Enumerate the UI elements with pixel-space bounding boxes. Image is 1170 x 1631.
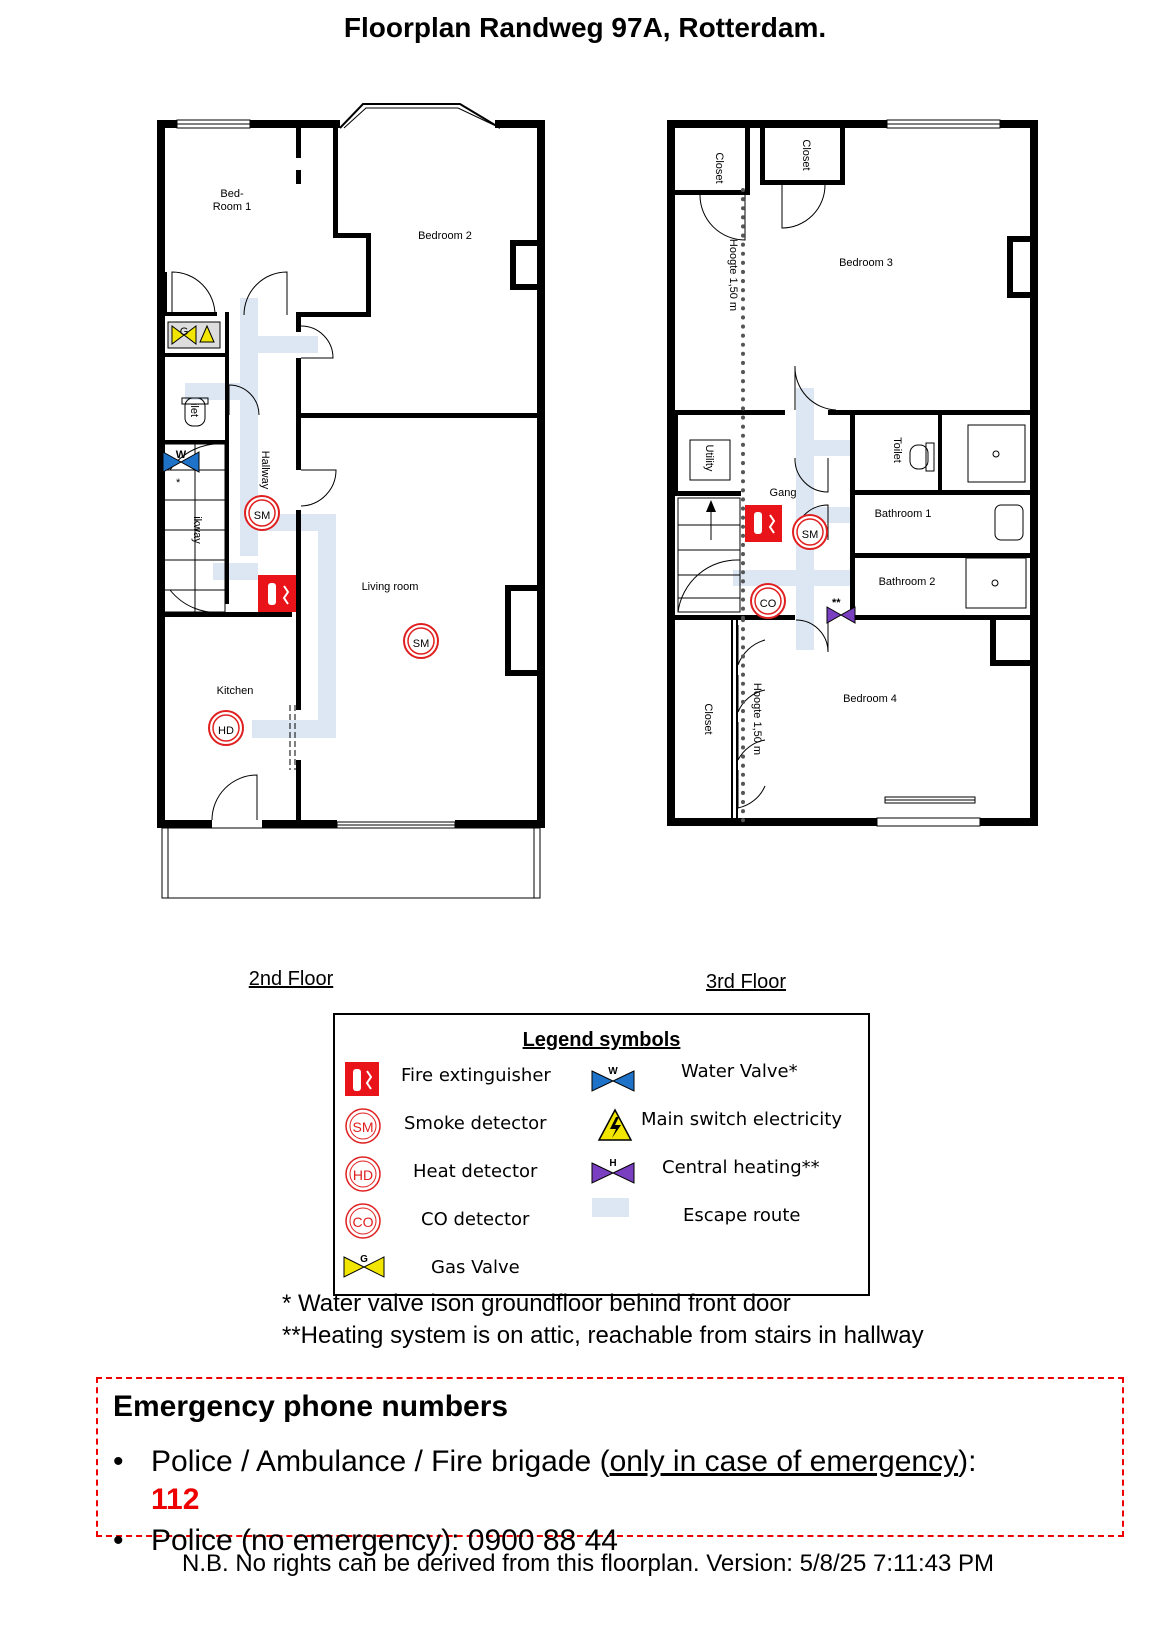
gas-valve-icon bbox=[342, 1251, 386, 1279]
central-heating-icon bbox=[827, 607, 841, 623]
legend-title: Legend symbols bbox=[522, 1029, 681, 1051]
room-closet-1: Closet bbox=[713, 152, 725, 184]
page-title: Floorplan Randweg 97A, Rotterdam. bbox=[343, 12, 827, 43]
room-bedroom2: Bedroom 2 bbox=[418, 230, 472, 242]
height-note-2: Hoogte 1,50 m bbox=[751, 682, 763, 756]
fire-extinguisher-icon bbox=[745, 505, 782, 542]
sm-label: SM bbox=[412, 638, 430, 650]
svg-text:CO: CO bbox=[352, 1214, 374, 1230]
room-bathroom2: Bathroom 2 bbox=[878, 576, 936, 588]
height-note-1: Hoogte 1,50 m bbox=[727, 238, 739, 312]
room-bedroom3: Bedroom 3 bbox=[839, 257, 893, 269]
legend-fire-extinguisher: Fire extinguisher bbox=[401, 1065, 551, 1086]
emergency-line-2: Police (no emergency): 0900 88 44 bbox=[151, 1524, 618, 1557]
caption-2nd-floor: 2nd Floor bbox=[248, 968, 334, 990]
room-gang: Gang bbox=[769, 487, 797, 499]
disclaimer: N.B. No rights can be derived from this floorplan. Version: 5/8/25 7:11:43 PM bbox=[182, 1550, 994, 1577]
heat-detector-icon bbox=[344, 1155, 382, 1193]
svg-text:W: W bbox=[608, 1066, 618, 1077]
svg-text:HD: HD bbox=[352, 1167, 374, 1183]
legend-water-valve: Water Valve* bbox=[681, 1061, 798, 1082]
second-floor-plan bbox=[157, 104, 545, 898]
room-bathroom1: Bathroom 1 bbox=[874, 508, 932, 520]
escape-route-swatch bbox=[592, 1198, 629, 1217]
legend-heat-detector: Heat detector bbox=[413, 1161, 538, 1182]
room-utility: Utility bbox=[703, 444, 715, 472]
heating-marker: ** bbox=[832, 597, 841, 609]
water-valve-icon bbox=[590, 1063, 636, 1093]
third-floor-plan bbox=[667, 120, 1038, 826]
room-stairway-2nd: ikway bbox=[191, 516, 203, 544]
svg-text:SM: SM bbox=[352, 1119, 374, 1135]
line1-suffix: ): bbox=[958, 1445, 977, 1478]
line1-prefix: Police / Ambulance / Fire brigade ( bbox=[151, 1445, 610, 1478]
legend-gas-valve: Gas Valve bbox=[431, 1257, 520, 1278]
legend-central-heating: Central heating** bbox=[662, 1157, 820, 1178]
legend-co-detector: CO detector bbox=[421, 1209, 530, 1230]
legend-smoke-detector: Smoke detector bbox=[404, 1113, 547, 1134]
water-star: * bbox=[176, 477, 181, 489]
svg-text:G: G bbox=[360, 1254, 368, 1265]
line1-underlined: only in case of emergency bbox=[609, 1445, 959, 1478]
co-detector-icon bbox=[344, 1202, 382, 1240]
room-toilet-3rd: Toilet bbox=[891, 437, 903, 463]
fire-extinguisher-icon bbox=[344, 1061, 380, 1097]
note-heating: **Heating system is on attic, reachable from stairs in hallway bbox=[282, 1322, 924, 1349]
emergency-line-1 bbox=[151, 1445, 976, 1479]
room-bedroom1-b: Room 1 bbox=[212, 201, 252, 213]
note-water-valve: * Water valve ison groundfloor behind front door bbox=[282, 1290, 791, 1317]
sm-label: SM bbox=[253, 510, 271, 522]
legend-main-switch: Main switch electricity bbox=[641, 1109, 842, 1130]
bullet-2: • bbox=[113, 1524, 124, 1557]
legend-escape-route: Escape route bbox=[683, 1205, 801, 1226]
bullet-1: • bbox=[113, 1445, 124, 1478]
room-closet-3: Closet bbox=[702, 703, 714, 735]
legend-box bbox=[333, 1013, 870, 1296]
co-label: CO bbox=[759, 598, 777, 610]
room-kitchen: Kitchen bbox=[216, 685, 254, 697]
room-closet-2: Closet bbox=[800, 139, 812, 171]
central-heating-icon bbox=[590, 1155, 636, 1185]
room-toilet-2nd: ilet bbox=[188, 402, 200, 418]
emergency-title: Emergency phone numbers bbox=[113, 1390, 509, 1423]
walls-3rd bbox=[667, 120, 1038, 826]
room-bedroom1-a: Bed- bbox=[220, 188, 244, 200]
caption-3rd-floor: 3rd Floor bbox=[705, 971, 787, 993]
svg-text:H: H bbox=[609, 1158, 617, 1169]
sm-label: SM bbox=[801, 529, 819, 541]
emergency-number-112: 112 bbox=[151, 1483, 200, 1516]
water-marker-2nd: W bbox=[175, 449, 187, 461]
hd-label: HD bbox=[218, 725, 234, 737]
gas-marker-2nd: G bbox=[179, 326, 189, 338]
room-living: Living room bbox=[361, 581, 419, 593]
fire-extinguisher-icon bbox=[258, 575, 296, 612]
room-hallway: Hallway bbox=[259, 450, 271, 490]
smoke-detector-icon bbox=[344, 1107, 382, 1145]
main-switch-icon bbox=[597, 1108, 633, 1142]
room-bedroom4: Bedroom 4 bbox=[843, 693, 897, 705]
